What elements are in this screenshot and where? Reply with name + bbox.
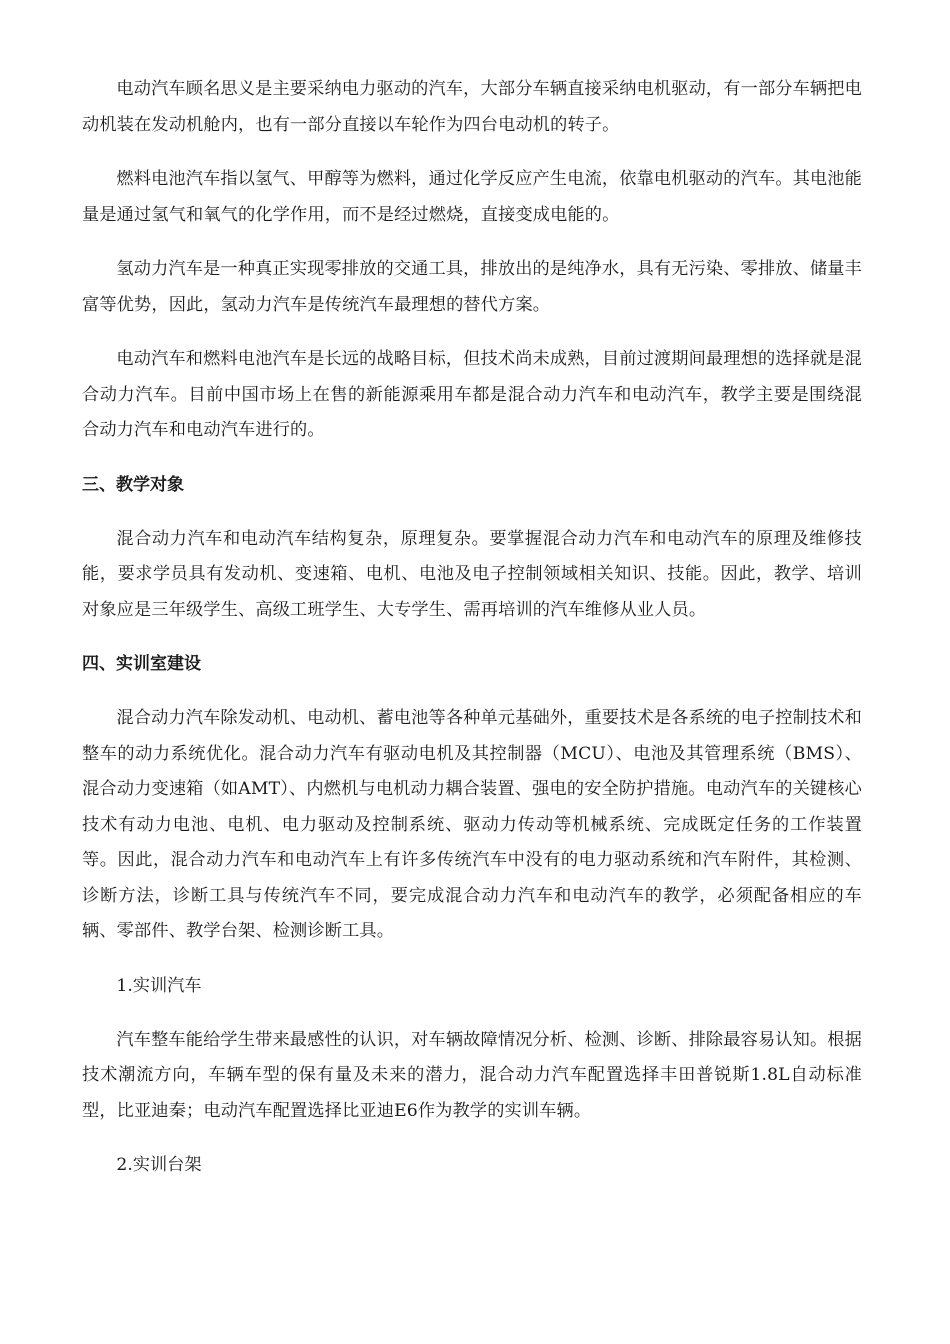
subheading-training-vehicle: 1.实训汽车: [116, 975, 202, 996]
paragraph-hybrid-transition: 电动汽车和燃料电池汽车是长远的战略目标，但技术尚未成熟，目前过渡期间最理想的选择就是混合动力汽车。目前中国市场上在售的新能源乘用车都是混合动力汽车和电动汽车，教学主要是围绕混合动力汽车和电动汽车进行的。: [82, 349, 862, 440]
paragraph-hydrogen-vehicle: 氢动力汽车是一种真正实现零排放的交通工具，排放出的是纯净水，具有无污染、零排放、储量丰富等优势，因此，氢动力汽车是传统汽车最理想的替代方案。: [82, 259, 862, 315]
section-heading-teaching-objects: 三、教学对象: [82, 474, 184, 495]
paragraph-training-room: 混合动力汽车除发动机、电动机、蓄电池等各种单元基础外，重要技术是各系统的电子控制技术和整车的动力系统优化。混合动力汽车有驱动电机及其控制器（MCU）、电池及其管理系统（BMS）、混合动力变速箱（如AMT）、内燃机与电机动力耦合装置、强电的安全防护措施。电动汽车的关键核心技术有动力电池、电机、电力驱动及控制系统、驱动力传动等机械系统、完成既定任务的工作装置等。因此，混合动力汽车和电动汽车上有许多传统汽车中没有的电力驱动系统和汽车附件，其检测、诊断方法，诊断工具与传统汽车不同，要完成混合动力汽车和电动汽车的教学，必须配备相应的车辆、零部件、教学台架、检测诊断工具。: [82, 708, 862, 941]
paragraph-electric-vehicle: 电动汽车顾名思义是主要采纳电力驱动的汽车，大部分车辆直接采纳电机驱动，有一部分车辆把电动机装在发动机舱内，也有一部分直接以车轮作为四台电动机的转子。: [82, 79, 862, 135]
paragraph-fuel-cell-vehicle: 燃料电池汽车指以氢气、甲醇等为燃料，通过化学反应产生电流，依靠电机驱动的汽车。其电池能量是通过氢气和氧气的化学作用，而不是经过燃烧，直接变成电能的。: [82, 169, 862, 225]
paragraph-teaching-objects: 混合动力汽车和电动汽车结构复杂，原理复杂。要掌握混合动力汽车和电动汽车的原理及维修技能，要求学员具有发动机、变速箱、电机、电池及电子控制领域相关知识、技能。因此，教学、培训对象应是三年级学生、高级工班学生、大专学生、需再培训的汽车维修从业人员。: [82, 528, 862, 620]
subheading-training-bench: 2.实训台架: [116, 1155, 202, 1175]
document-page: [82, 72, 862, 1202]
section-heading-training-room: 四、实训室建设: [82, 654, 201, 674]
paragraph-training-vehicle: 汽车整车能给学生带来最感性的认识，对车辆故障情况分析、检测、诊断、排除最容易认知。根据技术潮流方向，车辆车型的保有量及未来的潜力，混合动力汽车配置选择丰田普锐斯1.8L自动标准型，比亚迪秦；电动汽车配置选择比亚迪E6作为教学的实训车辆。: [82, 1029, 862, 1121]
